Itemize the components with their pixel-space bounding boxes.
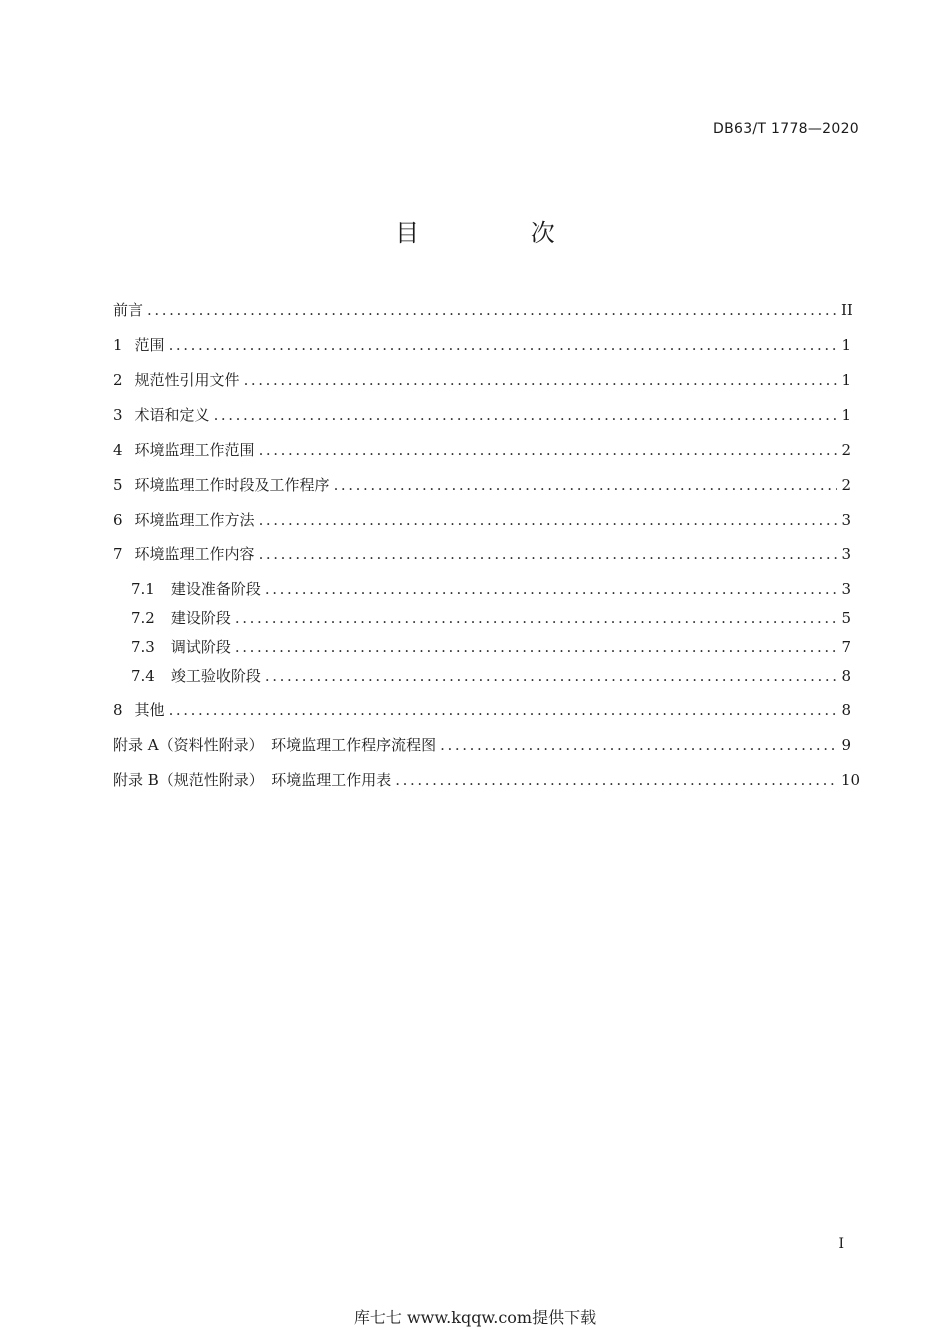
toc-entry-number: 7.4	[131, 667, 155, 685]
toc-entry-7[interactable]	[113, 544, 851, 564]
toc-leader-dots	[395, 770, 837, 790]
toc-entry-number: 7.2	[131, 609, 155, 627]
toc-leader-dots	[334, 475, 837, 495]
toc-entry-number: 6	[113, 511, 123, 529]
toc-leader-dots	[265, 579, 837, 599]
toc-entry-label: 环境监理工作时段及工作程序	[134, 476, 330, 494]
download-watermark: 库七七 www.kqqw.com提供下载	[353, 1308, 597, 1327]
toc-entry-number: 4	[113, 441, 123, 459]
toc-page-number: 1	[841, 336, 851, 354]
toc-entry-7-3[interactable]	[131, 637, 851, 657]
toc-leader-dots	[259, 440, 837, 460]
toc-entry-appendix-a[interactable]	[113, 735, 851, 755]
toc-page-number: 8	[841, 667, 851, 685]
toc-page-number: 9	[841, 736, 851, 754]
toc-entry-1[interactable]	[113, 335, 851, 355]
toc-entry-label: 环境监理工作内容	[134, 545, 255, 563]
toc-entry-label: 竣工验收阶段	[170, 667, 261, 685]
toc-entry-number: 5	[113, 476, 123, 494]
toc-entry-5[interactable]	[113, 475, 851, 495]
toc-entry-label: 术语和定义	[134, 406, 210, 424]
toc-page-number: 8	[841, 701, 851, 719]
toc-entry-label: 附录 A（资料性附录） 环境监理工作程序流程图	[113, 736, 437, 754]
toc-page-number: 3	[841, 580, 851, 598]
toc-leader-dots	[259, 510, 837, 530]
toc-entry-label: 环境监理工作范围	[134, 441, 255, 459]
page-title: 目 次	[395, 219, 607, 247]
toc-page-number: 5	[841, 609, 851, 627]
toc-leader-dots	[244, 370, 837, 390]
toc-page-number: 3	[841, 511, 851, 529]
toc-page-number: II	[841, 301, 853, 319]
toc-leader-dots	[169, 335, 837, 355]
toc-entry-number: 2	[113, 371, 123, 389]
toc-leader-dots	[147, 300, 837, 320]
toc-entry-number: 7	[113, 545, 123, 563]
toc-entry-7-2[interactable]	[131, 608, 851, 628]
toc-entry-7-4[interactable]	[131, 666, 851, 686]
toc-entry-foreword[interactable]	[113, 300, 851, 320]
toc-entry-6[interactable]	[113, 510, 851, 530]
toc-leader-dots	[214, 405, 837, 425]
toc-entry-number: 8	[113, 701, 123, 719]
toc-entry-number: 7.1	[131, 580, 155, 598]
toc-leader-dots	[265, 666, 837, 686]
toc-entry-label: 规范性引用文件	[134, 371, 240, 389]
toc-entry-number: 1	[113, 336, 123, 354]
toc-leader-dots	[235, 637, 837, 657]
toc-page-number: 7	[841, 638, 851, 656]
toc-entry-label: 建设准备阶段	[170, 580, 261, 598]
toc-entry-appendix-b[interactable]	[113, 770, 861, 790]
toc-entry-label: 环境监理工作方法	[134, 511, 255, 529]
page-number: I	[838, 1236, 844, 1252]
toc-entry-8[interactable]	[113, 700, 851, 720]
toc-entry-7-1[interactable]	[131, 579, 851, 599]
toc-entry-3[interactable]	[113, 405, 851, 425]
toc-leader-dots	[235, 608, 837, 628]
toc-entry-label: 其他	[134, 701, 165, 719]
toc-entry-label: 附录 B（规范性附录） 环境监理工作用表	[113, 771, 392, 789]
toc-leader-dots	[169, 700, 837, 720]
toc-entry-number: 3	[113, 406, 123, 424]
toc-entry-number: 7.3	[131, 638, 155, 656]
toc-leader-dots	[440, 735, 837, 755]
toc-page-number: 3	[841, 545, 851, 563]
toc-entry-label: 前言	[113, 301, 144, 319]
toc-entry-label: 调试阶段	[170, 638, 231, 656]
document-code: DB63/T 1778—2020	[713, 121, 859, 137]
toc-page-number: 2	[841, 441, 851, 459]
toc-entry-label: 建设阶段	[170, 609, 231, 627]
toc-entry-label: 范围	[134, 336, 165, 354]
toc-entry-4[interactable]	[113, 440, 851, 460]
toc-page-number: 2	[841, 476, 851, 494]
toc-page-number: 1	[841, 406, 851, 424]
toc-leader-dots	[259, 544, 837, 564]
toc-page-number: 10	[841, 771, 861, 789]
toc-entry-2[interactable]	[113, 370, 851, 390]
toc-page-number: 1	[841, 371, 851, 389]
